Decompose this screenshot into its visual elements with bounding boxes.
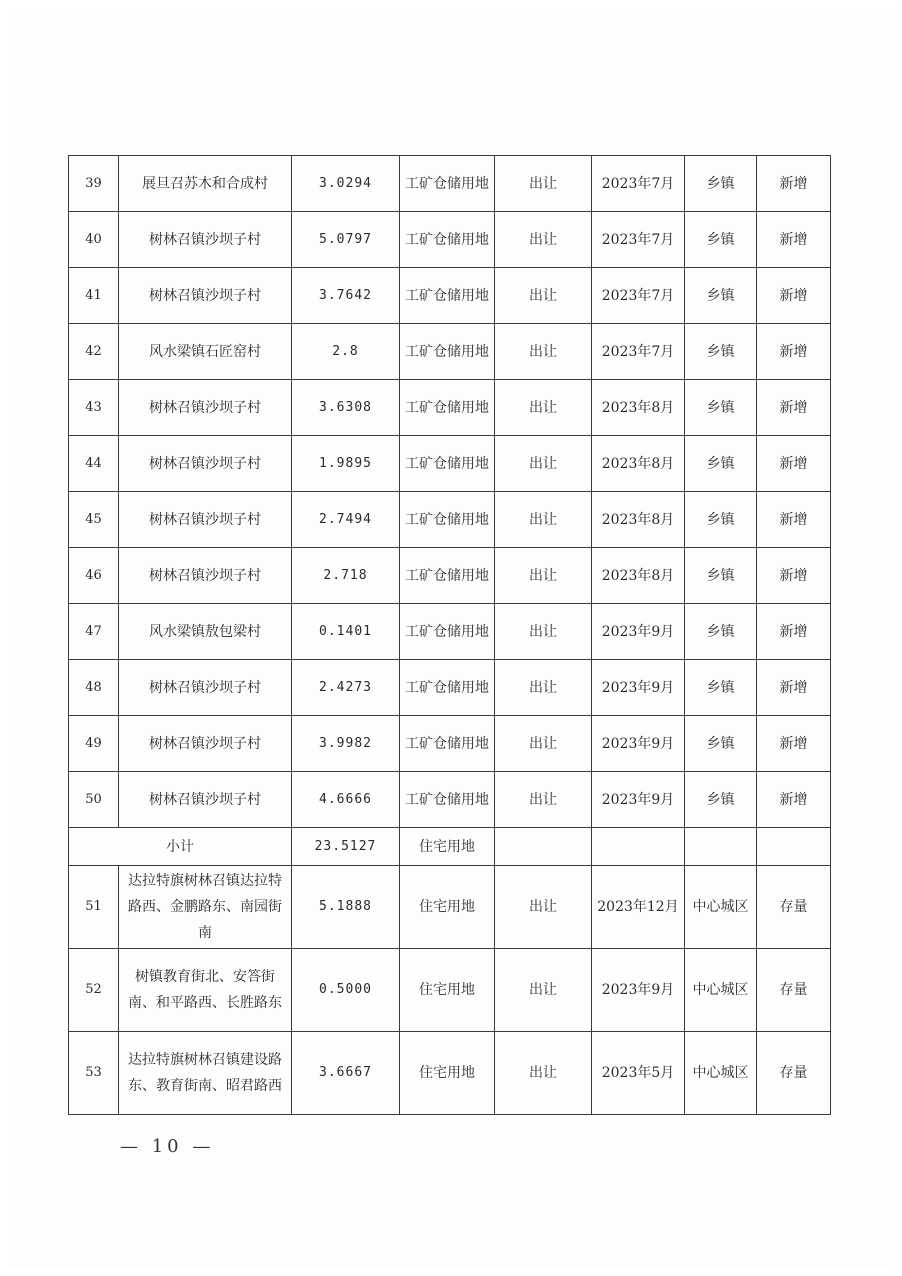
table-row bbox=[69, 660, 831, 716]
location-cell: 树林召镇沙坝子村 bbox=[119, 492, 292, 548]
land-use-cell: 工矿仓储用地 bbox=[400, 212, 495, 268]
status-cell: 新增 bbox=[757, 548, 831, 604]
status-cell: 新增 bbox=[757, 436, 831, 492]
location-cell: 风水梁镇石匠窑村 bbox=[119, 324, 292, 380]
table-row bbox=[69, 548, 831, 604]
location-cell: 树镇教育街北、安答街南、和平路西、长胜路东 bbox=[119, 949, 292, 1032]
location-cell: 树林召镇沙坝子村 bbox=[119, 716, 292, 772]
land-use-cell: 工矿仓储用地 bbox=[400, 268, 495, 324]
supply-date-cell: 2023年7月 bbox=[592, 212, 685, 268]
status-cell: 新增 bbox=[757, 604, 831, 660]
page-number: — 10 — bbox=[120, 1136, 215, 1157]
subtotal-empty-cell bbox=[592, 828, 685, 866]
subtotal-empty-cell bbox=[757, 828, 831, 866]
zone-cell: 乡镇 bbox=[685, 492, 757, 548]
table-row bbox=[69, 380, 831, 436]
table-row bbox=[69, 604, 831, 660]
supply-method-cell: 出让 bbox=[495, 492, 592, 548]
residential-rows bbox=[69, 866, 831, 1115]
location-cell: 树林召镇沙坝子村 bbox=[119, 268, 292, 324]
row-number-cell: 45 bbox=[69, 492, 119, 548]
location-cell: 树林召镇沙坝子村 bbox=[119, 660, 292, 716]
land-use-cell: 工矿仓储用地 bbox=[400, 604, 495, 660]
table-row bbox=[69, 324, 831, 380]
row-number-cell: 39 bbox=[69, 156, 119, 212]
status-cell: 新增 bbox=[757, 324, 831, 380]
location-cell: 树林召镇沙坝子村 bbox=[119, 548, 292, 604]
status-cell: 新增 bbox=[757, 212, 831, 268]
row-number-cell: 43 bbox=[69, 380, 119, 436]
table-row bbox=[69, 866, 831, 949]
area-cell: 3.6308 bbox=[292, 380, 400, 436]
supply-method-cell: 出让 bbox=[495, 436, 592, 492]
supply-method-cell: 出让 bbox=[495, 268, 592, 324]
location-cell: 树林召镇沙坝子村 bbox=[119, 772, 292, 828]
status-cell: 新增 bbox=[757, 492, 831, 548]
status-cell: 新增 bbox=[757, 380, 831, 436]
subtotal-section bbox=[69, 828, 831, 866]
table-row bbox=[69, 1032, 831, 1115]
row-number-cell: 53 bbox=[69, 1032, 119, 1115]
zone-cell: 乡镇 bbox=[685, 772, 757, 828]
status-cell: 新增 bbox=[757, 660, 831, 716]
supply-method-cell: 出让 bbox=[495, 866, 592, 949]
area-cell: 3.9982 bbox=[292, 716, 400, 772]
row-number-cell: 40 bbox=[69, 212, 119, 268]
zone-cell: 乡镇 bbox=[685, 604, 757, 660]
area-cell: 2.8 bbox=[292, 324, 400, 380]
location-cell: 风水梁镇敖包梁村 bbox=[119, 604, 292, 660]
status-cell: 新增 bbox=[757, 716, 831, 772]
land-use-cell: 住宅用地 bbox=[400, 1032, 495, 1115]
table-row bbox=[69, 156, 831, 212]
supply-method-cell: 出让 bbox=[495, 1032, 592, 1115]
row-number-cell: 41 bbox=[69, 268, 119, 324]
supply-method-cell: 出让 bbox=[495, 212, 592, 268]
land-use-cell: 工矿仓储用地 bbox=[400, 324, 495, 380]
land-use-cell: 工矿仓储用地 bbox=[400, 772, 495, 828]
status-cell: 存量 bbox=[757, 1032, 831, 1115]
status-cell: 存量 bbox=[757, 949, 831, 1032]
table-row bbox=[69, 716, 831, 772]
zone-cell: 乡镇 bbox=[685, 156, 757, 212]
supply-date-cell: 2023年7月 bbox=[592, 156, 685, 212]
table-row bbox=[69, 436, 831, 492]
supply-date-cell: 2023年12月 bbox=[592, 866, 685, 949]
land-use-cell: 工矿仓储用地 bbox=[400, 436, 495, 492]
table-row bbox=[69, 212, 831, 268]
zone-cell: 乡镇 bbox=[685, 716, 757, 772]
supply-method-cell: 出让 bbox=[495, 949, 592, 1032]
row-number-cell: 50 bbox=[69, 772, 119, 828]
supply-date-cell: 2023年5月 bbox=[592, 1032, 685, 1115]
zone-cell: 乡镇 bbox=[685, 268, 757, 324]
land-use-cell: 工矿仓储用地 bbox=[400, 156, 495, 212]
supply-method-cell: 出让 bbox=[495, 548, 592, 604]
supply-date-cell: 2023年9月 bbox=[592, 716, 685, 772]
land-supply-table bbox=[68, 155, 831, 1115]
land-use-cell: 住宅用地 bbox=[400, 949, 495, 1032]
subtotal-use: 住宅用地 bbox=[400, 828, 495, 866]
area-cell: 2.4273 bbox=[292, 660, 400, 716]
area-cell: 2.7494 bbox=[292, 492, 400, 548]
row-number-cell: 47 bbox=[69, 604, 119, 660]
supply-date-cell: 2023年7月 bbox=[592, 268, 685, 324]
table-row bbox=[69, 268, 831, 324]
area-cell: 3.7642 bbox=[292, 268, 400, 324]
subtotal-row bbox=[69, 828, 831, 866]
zone-cell: 乡镇 bbox=[685, 324, 757, 380]
subtotal-empty-cell bbox=[685, 828, 757, 866]
zone-cell: 乡镇 bbox=[685, 660, 757, 716]
location-cell: 展旦召苏木和合成村 bbox=[119, 156, 292, 212]
zone-cell: 中心城区 bbox=[685, 949, 757, 1032]
row-number-cell: 46 bbox=[69, 548, 119, 604]
land-use-cell: 工矿仓储用地 bbox=[400, 548, 495, 604]
supply-date-cell: 2023年9月 bbox=[592, 604, 685, 660]
status-cell: 新增 bbox=[757, 772, 831, 828]
supply-date-cell: 2023年9月 bbox=[592, 660, 685, 716]
supply-date-cell: 2023年8月 bbox=[592, 492, 685, 548]
land-use-cell: 工矿仓储用地 bbox=[400, 380, 495, 436]
row-number-cell: 48 bbox=[69, 660, 119, 716]
row-number-cell: 51 bbox=[69, 866, 119, 949]
area-cell: 0.5000 bbox=[292, 949, 400, 1032]
supply-date-cell: 2023年9月 bbox=[592, 949, 685, 1032]
zone-cell: 乡镇 bbox=[685, 548, 757, 604]
subtotal-area: 23.5127 bbox=[292, 828, 400, 866]
area-cell: 3.0294 bbox=[292, 156, 400, 212]
row-number-cell: 44 bbox=[69, 436, 119, 492]
row-number-cell: 42 bbox=[69, 324, 119, 380]
subtotal-empty-cell bbox=[495, 828, 592, 866]
zone-cell: 乡镇 bbox=[685, 436, 757, 492]
area-cell: 3.6667 bbox=[292, 1032, 400, 1115]
zone-cell: 中心城区 bbox=[685, 1032, 757, 1115]
area-cell: 5.0797 bbox=[292, 212, 400, 268]
zone-cell: 乡镇 bbox=[685, 380, 757, 436]
supply-method-cell: 出让 bbox=[495, 716, 592, 772]
industrial-rows bbox=[69, 156, 831, 828]
status-cell: 新增 bbox=[757, 268, 831, 324]
area-cell: 5.1888 bbox=[292, 866, 400, 949]
location-cell: 达拉特旗树林召镇达拉特路西、金鹏路东、南园街南 bbox=[119, 866, 292, 949]
supply-method-cell: 出让 bbox=[495, 324, 592, 380]
status-cell: 存量 bbox=[757, 866, 831, 949]
location-cell: 达拉特旗树林召镇建设路东、教育街南、昭君路西 bbox=[119, 1032, 292, 1115]
subtotal-label: 小计 bbox=[69, 828, 292, 866]
area-cell: 2.718 bbox=[292, 548, 400, 604]
status-cell: 新增 bbox=[757, 156, 831, 212]
location-cell: 树林召镇沙坝子村 bbox=[119, 380, 292, 436]
location-cell: 树林召镇沙坝子村 bbox=[119, 212, 292, 268]
land-use-cell: 工矿仓储用地 bbox=[400, 492, 495, 548]
location-cell: 树林召镇沙坝子村 bbox=[119, 436, 292, 492]
supply-date-cell: 2023年7月 bbox=[592, 324, 685, 380]
supply-date-cell: 2023年8月 bbox=[592, 548, 685, 604]
supply-date-cell: 2023年8月 bbox=[592, 380, 685, 436]
supply-method-cell: 出让 bbox=[495, 380, 592, 436]
land-use-cell: 工矿仓储用地 bbox=[400, 716, 495, 772]
supply-date-cell: 2023年8月 bbox=[592, 436, 685, 492]
area-cell: 1.9895 bbox=[292, 436, 400, 492]
supply-date-cell: 2023年9月 bbox=[592, 772, 685, 828]
supply-method-cell: 出让 bbox=[495, 604, 592, 660]
supply-method-cell: 出让 bbox=[495, 660, 592, 716]
table-row bbox=[69, 772, 831, 828]
land-use-cell: 工矿仓储用地 bbox=[400, 660, 495, 716]
table-row bbox=[69, 492, 831, 548]
supply-method-cell: 出让 bbox=[495, 156, 592, 212]
supply-method-cell: 出让 bbox=[495, 772, 592, 828]
table-row bbox=[69, 949, 831, 1032]
area-cell: 4.6666 bbox=[292, 772, 400, 828]
row-number-cell: 52 bbox=[69, 949, 119, 1032]
zone-cell: 乡镇 bbox=[685, 212, 757, 268]
row-number-cell: 49 bbox=[69, 716, 119, 772]
land-use-cell: 住宅用地 bbox=[400, 866, 495, 949]
area-cell: 0.1401 bbox=[292, 604, 400, 660]
zone-cell: 中心城区 bbox=[685, 866, 757, 949]
